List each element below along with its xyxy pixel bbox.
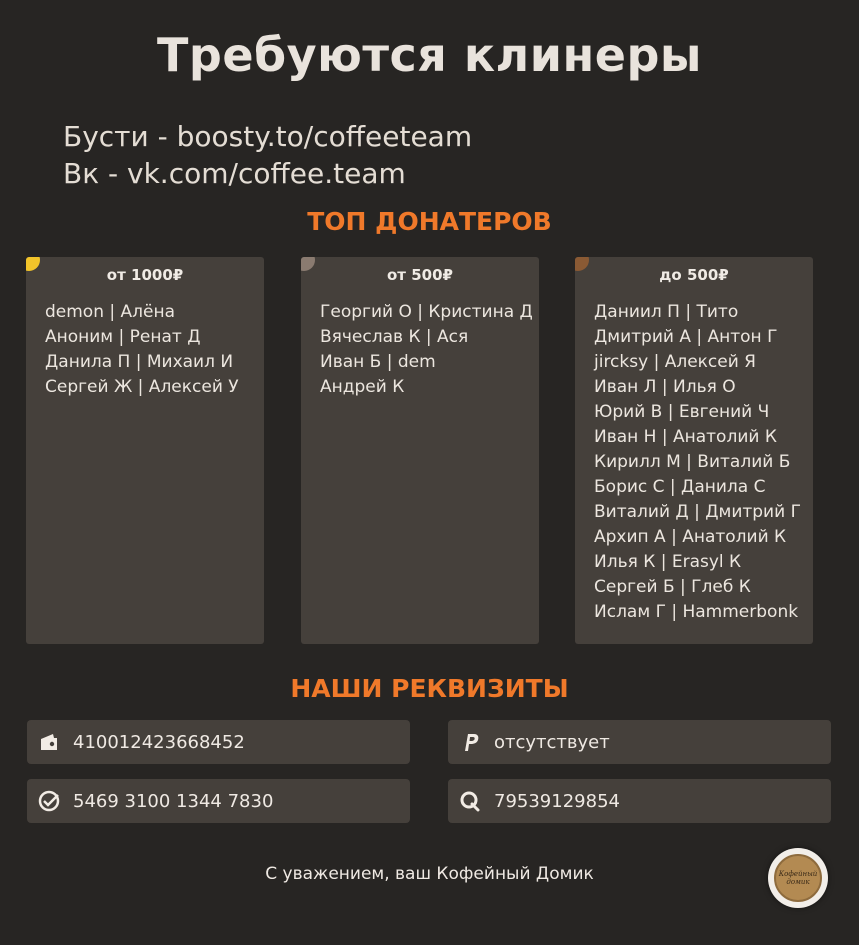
tier-label: от 1000₽ (106, 266, 184, 284)
donor-entry: Вячеслав К | Ася (320, 327, 469, 347)
donors-heading: ТОП ДОНАТЕРОВ (307, 207, 552, 236)
qiwi-icon (458, 789, 482, 813)
qiwi-requisite[interactable] (448, 779, 831, 823)
donor-entry: Аноним | Ренат Д (45, 327, 201, 347)
donor-entry: Иван Н | Анатолий К (594, 427, 777, 447)
yoomoney-value: 410012423668452 (73, 731, 245, 753)
donor-list (301, 300, 539, 400)
qiwi-value: 79539129854 (494, 790, 620, 812)
paypal-icon (458, 730, 482, 754)
tier-card-1000-plus (26, 257, 264, 644)
donor-list (575, 300, 813, 625)
tier-card-under-500 (575, 257, 813, 644)
donor-entry: jircksy | Алексей Я (594, 352, 756, 372)
donor-entry: Архип А | Анатолий К (594, 527, 787, 547)
donor-entry: Борис С | Данила С (594, 477, 766, 497)
donor-entry: Иван Л | Илья О (594, 377, 736, 397)
tier-label: от 500₽ (387, 266, 453, 284)
donor-entry: Виталий Д | Дмитрий Г (594, 502, 801, 522)
paypal-value: отсутствует (494, 731, 610, 753)
donor-list (26, 300, 264, 400)
signature-text: С уважением, ваш Кофейный Домик (265, 864, 594, 884)
links-block (63, 118, 472, 192)
sberbank-value: 5469 3100 1344 7830 (73, 790, 274, 812)
vk-link[interactable]: Вк - vk.com/coffee.team (63, 157, 406, 190)
donor-entry: Георгий О | Кристина Д (320, 302, 533, 322)
donor-entry: Илья К | Erasyl К (594, 552, 742, 572)
donor-entry: Дмитрий А | Антон Г (594, 327, 778, 347)
donor-entry: Кирилл М | Виталий Б (594, 452, 791, 472)
boosty-link[interactable]: Бусти - boosty.to/coffeeteam (63, 120, 473, 153)
tier-card-500-plus (301, 257, 539, 644)
sberbank-requisite[interactable] (27, 779, 410, 823)
donor-entry: Андрей К (320, 377, 405, 397)
paypal-requisite[interactable] (448, 720, 831, 764)
tier-label: до 500₽ (659, 266, 729, 284)
requisites-heading: НАШИ РЕКВИЗИТЫ (290, 674, 569, 703)
donor-entry: demon | Алёна (45, 302, 176, 322)
coffee-house-logo (768, 848, 828, 908)
donor-entry: Даниил П | Тито (594, 302, 739, 322)
donor-entry: Ислам Г | Hammerbonk (594, 602, 799, 622)
yoomoney-requisite[interactable] (27, 720, 410, 764)
donor-entry: Сергей Ж | Алексей У (45, 377, 239, 397)
page-title: Требуются клинеры (157, 28, 702, 82)
donor-entry: Иван Б | dem (320, 352, 436, 372)
donor-entry: Сергей Б | Глеб К (594, 577, 751, 597)
donor-entry: Данила П | Михаил И (45, 352, 234, 372)
sberbank-icon (37, 789, 61, 813)
yoomoney-icon (37, 730, 61, 754)
logo-text: Кофейный домик (774, 854, 822, 902)
donor-entry: Юрий В | Евгений Ч (594, 402, 770, 422)
